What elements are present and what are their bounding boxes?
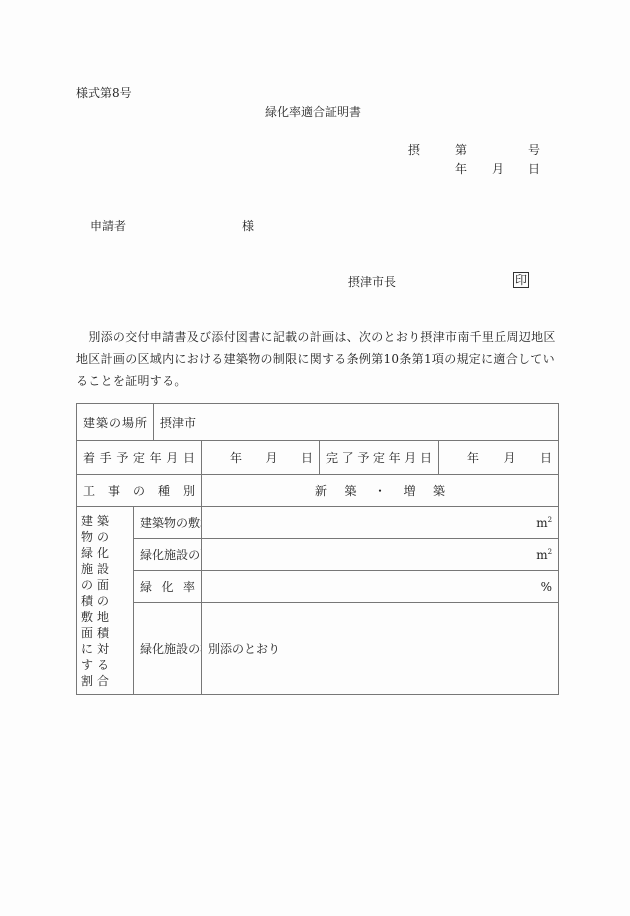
location-label-text: [83, 414, 147, 431]
row-green-area: [77, 539, 559, 571]
metric-label-text-char: 物: [164, 516, 177, 530]
work-type-option-char: 新: [315, 484, 328, 498]
metric-label-text-char: 化: [152, 548, 165, 562]
start-date-label-text: [83, 449, 195, 466]
start-date-label-text-char: 年: [149, 451, 162, 465]
number-middle: 第: [455, 143, 468, 157]
metric-label-text-char: 施: [164, 642, 177, 656]
metric-label-text-char: 設: [176, 548, 189, 562]
site-area-value[interactable]: $m^2$: [202, 507, 559, 539]
metric-label-text-char: 施: [164, 548, 177, 562]
row-green-summary: [77, 603, 559, 695]
metric-label-text: [140, 578, 195, 595]
location-label-text-char: 場: [122, 415, 135, 430]
certification-text: [76, 326, 558, 392]
green-area-label: [134, 539, 202, 571]
green-area-value[interactable]: $m^2$: [202, 539, 559, 571]
work-type-label-text-char: の: [133, 484, 146, 498]
work-type-option: [315, 482, 445, 499]
end-date-label-text-char: 定: [372, 451, 385, 465]
greening-ratio-group-label: 建築物の緑化施設の面積の敷地面積に対する割合: [77, 507, 134, 695]
start-year: 年: [230, 451, 243, 465]
start-month: 月: [265, 451, 278, 465]
location-value: 摂津市: [154, 404, 559, 441]
issuer-name: 摂津市長: [348, 275, 397, 289]
applicant-honorific: 様: [242, 219, 255, 233]
green-summary-label: [134, 603, 202, 695]
end-date-value[interactable]: [439, 441, 559, 475]
form-number: 様式第8号: [76, 86, 132, 100]
green-ratio-value[interactable]: %: [202, 571, 559, 603]
green-ratio-label: [134, 571, 202, 603]
metric-label-text-char: 緑: [140, 548, 153, 562]
start-date-label: [77, 441, 202, 475]
end-date-label-text-char: 了: [341, 451, 354, 465]
end-date-label-text-char: 日: [419, 451, 432, 465]
start-day: 日: [300, 451, 313, 465]
metric-label-text-char: 敷: [188, 516, 201, 530]
location-label-text-char: の: [109, 415, 122, 430]
green-summary-value[interactable]: 別添のとおり: [202, 603, 559, 695]
start-date-label-text-char: 予: [116, 451, 129, 465]
location-label-text-char: 所: [135, 415, 148, 430]
metric-label-text-char: 建: [140, 516, 153, 530]
end-date-label-text: [326, 449, 432, 466]
metric-label-text-char: 築: [152, 516, 165, 530]
end-year: 年: [467, 451, 480, 465]
number-suffix: 号: [528, 143, 541, 157]
end-date-label-text-char: 完: [326, 451, 339, 465]
end-day: 日: [540, 451, 553, 465]
location-label-text-char: 築: [96, 415, 109, 430]
work-type-label: [77, 475, 202, 507]
metric-label-text-char: 設: [176, 642, 189, 656]
issue-year: 年: [455, 162, 468, 176]
metric-label-text: [140, 640, 201, 657]
certification-body: 別添の交付申請書及び添付図書に記載の計画は、次のとおり摂津市南千里丘周辺地区地区計画の区域内における建築物の制限に関する条例第10条第1項の規定に適合していることを証明する。: [76, 330, 556, 388]
work-type-option-char: 築: [432, 484, 445, 498]
end-date-label-text-char: 月: [404, 451, 417, 465]
work-type-label-text: [83, 482, 195, 499]
end-date-label-text-char: 年: [388, 451, 401, 465]
end-date-label-text-char: 予: [357, 451, 370, 465]
issue-month: 月: [492, 162, 505, 176]
metric-label-text-char: 化: [161, 580, 174, 594]
row-site-area: [77, 507, 559, 539]
metric-label-text: [140, 546, 201, 563]
metric-label-text-char: 率: [183, 580, 196, 594]
start-date-label-text-char: 日: [182, 451, 195, 465]
metric-label-text-char: 緑: [140, 580, 153, 594]
start-date-label-text-char: 手: [99, 451, 112, 465]
row-green-ratio: [77, 571, 559, 603]
metric-label-text-char: の: [188, 548, 201, 562]
site-area-label: [134, 507, 202, 539]
metric-label-text-char: の: [188, 642, 201, 656]
end-month: 月: [503, 451, 516, 465]
metric-label-text-char: 化: [152, 642, 165, 656]
row-work-type: [77, 475, 559, 507]
work-type-options[interactable]: [202, 475, 559, 507]
applicant-label: 申請者: [90, 219, 127, 233]
metric-label-text-char: の: [176, 516, 189, 530]
row-dates: [77, 441, 559, 475]
work-type-label-text-char: 事: [108, 484, 121, 498]
certificate-table: [76, 403, 559, 695]
number-prefix: 摂: [408, 143, 421, 157]
document-number-line: [0, 141, 630, 157]
work-type-option-char: 増: [403, 484, 416, 498]
work-type-option-char: ・: [374, 484, 387, 498]
start-date-value[interactable]: [202, 441, 320, 475]
row-location: [77, 404, 559, 441]
issue-date-line: [0, 160, 630, 176]
metric-label-text: [140, 514, 201, 531]
work-type-label-text-char: 工: [83, 484, 96, 498]
start-date-label-text-char: 定: [132, 451, 145, 465]
start-date-label-text-char: 月: [166, 451, 179, 465]
location-label-text-char: 建: [83, 415, 96, 430]
work-type-label-text-char: 別: [183, 484, 196, 498]
work-type-label-text-char: 種: [158, 484, 171, 498]
document-title: 緑化率適合証明書: [265, 105, 362, 119]
metric-label-text-char: 緑: [140, 642, 153, 656]
work-type-option-char: 築: [344, 484, 357, 498]
location-label: [77, 404, 154, 441]
seal-mark: 印: [515, 273, 528, 287]
issue-day: 日: [528, 162, 541, 176]
start-date-label-text-char: 着: [83, 451, 96, 465]
end-date-label: [320, 441, 439, 475]
